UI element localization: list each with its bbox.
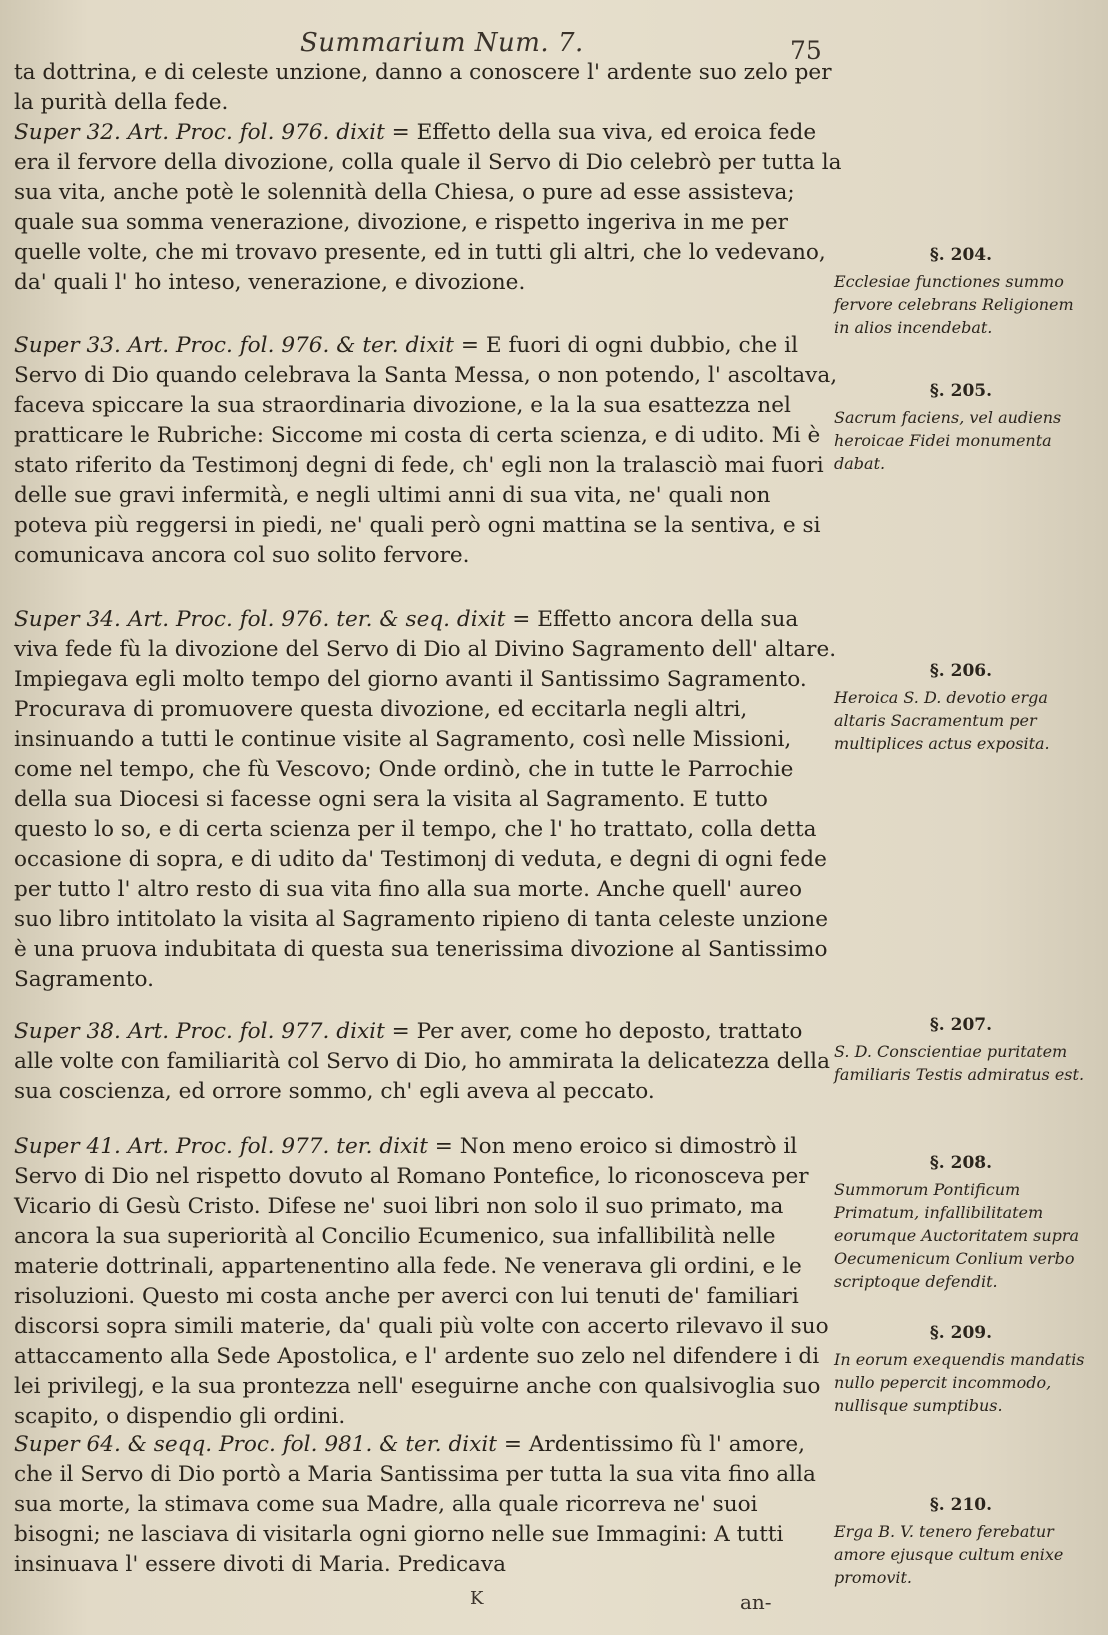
margin-note — [834, 1322, 1088, 1417]
entry-body: E fuori di ogni dubbio, che il Servo di Dio quando celebrava la Santa Messa, o non potendo, l' ascoltava, faceva spiccare la sua straordinaria divozione, e la la sua esattezza nel pratticare le Rubriche: Siccome mi costa di certa scienza, e di udito. Mi è stato riferito da Testimonj degni di fede, ch' egli non la tralasciò mai fuori delle sue gravi infermità, e negli ultimi anni di sua vita, ne' quali non poteva più reggersi in piedi, ne' quali però ogni mattina se la sentiva, e si comunicava ancora col suo solito fervore. — [14, 333, 838, 568]
main-text-column — [14, 58, 844, 1580]
entry-body: Ardentissimo fù l' amore, che il Servo di Dio portò a Maria Santissima per tutta la sua vita fino alla sua morte, la stimava come sua Madre, alla quale ricorreva ne' suoi bisogni; ne lasciava di visitarla ogni giorno nelle sue Immagini: A tutti insinuava l' essere divoti di Maria. Predicava — [14, 1432, 816, 1577]
entry-body: Effetto ancora della sua viva fede fù la divozione del Servo di Dio al Divino Sagramento dell' altare. Impiegava egli molto tempo del giorno avanti il Santissimo Sagramento. Procurava di promuovere questa divozione, ed eccitarla negli altri, insinuando a tutti le continue visite al Sagramento, così nelle Missioni, come nel tempo, che fù Vescovo; Onde ordinò, che in tutte le Parrochie della sua Diocesi si facesse ogni sera la visita al Sagramento. E tutto questo lo so, e di certa scienza per il tempo, che l' ho trattato, colla detta occasione di sopra, e di udito da' Testimonj di veduta, e degni di ogni fede per tutto l' altro resto di sua vita fino alla sua morte. Anche quell' aureo suo libro intitolato la visita al Sagramento ripieno di tanta celeste unzione è una pruova indubitata di questa sua tenerissima divozione al Santissimo Sagramento. — [14, 607, 837, 992]
text-entry — [14, 118, 844, 331]
margin-note — [834, 1494, 1088, 1589]
entry-body: Non meno eroico si dimostrò il Servo di Dio nel rispetto dovuto al Romano Pontefice, lo riconosceva per Vicario di Gesù Cristo. Difese ne' suoi libri non solo il suo primato, ma ancora la sua superiorità al Concilio Ecumenico, sua infallibilità nelle materie dottrinali, appartenentino alla fede. Ne venerava gli ordini, e le risoluzioni. Questo mi costa anche per averci con lui tenuti de' familiari discorsi sopra simili materie, da' quali più volte con accerto rilevavo il suo attaccamento alla Sede Apostolica, e l' ardente suo zelo nel difendere i di lei privilegj, e la sua prontezza nell' eseguirne anche con qualsivoglia suo scapito, o dispendio gli ordini. — [14, 1134, 829, 1429]
text-entry — [14, 605, 844, 1017]
note-text: Summorum Pontificum Primatum, infallibilitatem eorumque Auctoritatem supra Oecumenicum Conlium verbo scriptoque defendit. — [834, 1180, 1080, 1291]
margin-note — [834, 660, 1088, 755]
note-text: Sacrum faciens, vel audiens heroicae Fidei monumenta dabat. — [834, 408, 1062, 473]
note-text: Erga B. V. tenero ferebatur amore ejusque cultum enixe promovit. — [834, 1522, 1064, 1587]
margin-note — [834, 1152, 1088, 1293]
section-number: §. 206. — [929, 661, 993, 681]
entry-reference: Super 38. Art. Proc. fol. 977. dixit = — [14, 1019, 410, 1044]
note-text: S. D. Conscientiae puritatem familiaris Testis admiratus est. — [834, 1042, 1085, 1084]
entry-body: Effetto della sua viva, ed eroica fede era il fervore della divozione, colla quale il Servo di Dio celebrò per tutta la sua vita, anche potè le solennità della Chiesa, o pure ad esse assisteva; quale sua somma venerazione, divozione, e rispetto ingeriva in me per quelle volte, che mi trovavo presente, ed in tutti gli altri, che lo vedevano, da' quali l' ho inteso, venerazione, e divozione. — [14, 120, 842, 295]
text-entry — [14, 58, 844, 118]
note-text: Ecclesiae functiones summo fervore celebrans Religionem in alios incendebat. — [834, 272, 1074, 337]
note-text: Heroica S. D. devotio erga altaris Sacramentum per multiplices actus exposita. — [834, 688, 1050, 753]
margin-note — [834, 380, 1088, 475]
margin-note — [834, 1014, 1088, 1086]
catchword: an- — [740, 1590, 772, 1614]
section-number: §. 208. — [929, 1153, 993, 1173]
margin-note — [834, 244, 1088, 339]
running-header: Summarium Num. 7. — [300, 28, 584, 58]
entry-body: Per aver, come ho deposto, trattato alle volte con familiarità col Servo di Dio, ho ammirata la delicatezza della sua coscienza, ed orrore sommo, ch' egli aveva al peccato. — [14, 1019, 830, 1104]
section-number: §. 205. — [929, 381, 993, 401]
text-entry — [14, 331, 844, 605]
entry-body: ta dottrina, e di celeste unzione, danno a conoscere l' ardente suo zelo per la purità della fede. — [14, 60, 832, 115]
entry-reference: Super 33. Art. Proc. fol. 976. & ter. dixit = — [14, 333, 479, 358]
signature-mark: K — [470, 1588, 484, 1609]
text-entry — [14, 1430, 844, 1580]
entry-reference: Super 41. Art. Proc. fol. 977. ter. dixit = — [14, 1134, 453, 1159]
text-entry — [14, 1017, 844, 1132]
entry-reference: Super 64. & seqq. Proc. fol. 981. & ter. dixit = — [14, 1432, 522, 1457]
entry-reference: Super 32. Art. Proc. fol. 976. dixit = — [14, 120, 410, 145]
section-number: §. 209. — [929, 1323, 993, 1343]
page-number: 75 — [790, 36, 822, 65]
section-number: §. 207. — [929, 1015, 993, 1035]
note-text: In eorum exequendis mandatis nullo pepercit incommodo, nullisque sumptibus. — [834, 1350, 1085, 1415]
section-number: §. 210. — [929, 1495, 993, 1515]
entry-reference: Super 34. Art. Proc. fol. 976. ter. & seq. dixit = — [14, 607, 531, 632]
section-number: §. 204. — [929, 245, 993, 265]
text-entry — [14, 1132, 844, 1430]
